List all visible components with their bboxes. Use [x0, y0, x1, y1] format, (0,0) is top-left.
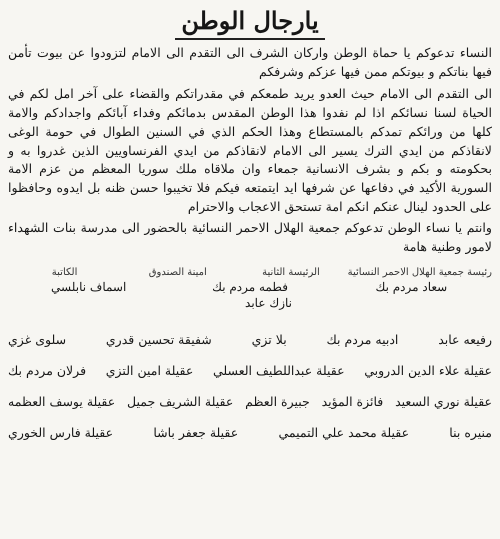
- officer-names-row-2: [8, 296, 492, 310]
- member-name: عقيلة الشريف جميل: [127, 393, 234, 409]
- paragraph-1: النساء تدعوكم يا حماة الوطن واركان الشرف الى التقدم الى الامام لتزودوا عن بيوت تأمن فيها بناتكم و بيوتكم ممن فيها عزكم وشرفكم: [8, 45, 492, 79]
- member-name: سلوى غزي: [8, 331, 67, 347]
- member-row: [8, 386, 492, 417]
- member-name: منيره بنا: [449, 424, 492, 440]
- member-name: عقيلة جعفر باشا: [153, 424, 239, 440]
- paragraph-3: وانتم يا نساء الوطن تدعوكم جمعية الهلال الاحمر النسائية بالحضور الى مدرسة بنات الشهداء لامور وطنية هامة: [8, 220, 492, 255]
- signatures: [8, 267, 492, 448]
- officer-role: الرئيسة الثانية: [262, 266, 320, 278]
- member-name: فائزة المؤيد: [321, 393, 384, 409]
- officer-titles-row: [8, 267, 492, 278]
- member-name: رفيعه عابد: [438, 331, 492, 347]
- member-name: جبيرة العظم: [245, 393, 310, 409]
- officer-role: امينة الصندوق: [148, 266, 207, 278]
- member-name: ادبيه مردم بك: [326, 331, 399, 347]
- member-name: عقيلة نوري السعيد: [395, 393, 492, 409]
- title-underline: [175, 38, 325, 40]
- officer-role: الكاتبة: [51, 266, 78, 278]
- member-row: [8, 324, 492, 355]
- paragraph-2: الى التقدم الى الامام حيث العدو يريد طمعكم في مقدراتكم والقضاء على آخر امل لكم في الحياة لسنا نسائكم اذا لم نفدوا هذا الوطن المقدس بدمائكم وفداء آبائكم واجدادكم والامة كلها من ورائكم تمدكم بالمستطاع وهذا الحكم الذي في السنين الطوال في حومة الوغى لانقاذكم من ايدي الترك يسير الى الامام لانقاذكم من ايدي الفرنساويين الذين غدروا به و بحكومته و بكم و بشرف الانسانية جمعاء وان ملاقاه ملك سوريا المعظم من عزم الامة السورية الأكيد في دفاعها عن شرفها ايد ايتمتعه فيكم فلا تخيبوا حسن ظنه بل ايدوه وحافظوا على الحدود لينال عنكم انكم امة تستحق الاعجاب والاحترام: [8, 86, 492, 214]
- officer-name: نازك عابد: [245, 295, 292, 310]
- member-signatures: [8, 324, 492, 448]
- officer-name: اسماف نابلسي: [51, 279, 127, 294]
- member-name: عقيلة علاء الدين الدروبي: [364, 362, 492, 378]
- member-name: فرلان مردم بك: [8, 362, 87, 378]
- member-name: عقيلة محمد علي التميمي: [278, 424, 410, 440]
- member-name: عقيلة يوسف العظمه: [8, 393, 116, 409]
- officer-name: فطمه مردم بك: [212, 279, 288, 294]
- member-name: عقيلة عبداللطيف العسلي: [212, 362, 345, 378]
- page-title: يارجال الوطن: [181, 6, 319, 35]
- member-name: عقيلة فارس الخوري: [8, 424, 114, 440]
- officer-name: سعاد مردم بك: [375, 279, 448, 294]
- member-row: [8, 417, 492, 448]
- member-row: [8, 355, 492, 386]
- officer-names-row: [8, 280, 492, 294]
- member-name: عقيلة امين التزي: [105, 362, 194, 378]
- member-name: شفيقة تحسين قدري: [105, 331, 212, 347]
- member-name: بلا تزي: [251, 331, 287, 347]
- officer-role: رئيسة جمعية الهلال الاحمر النسائية: [347, 266, 492, 278]
